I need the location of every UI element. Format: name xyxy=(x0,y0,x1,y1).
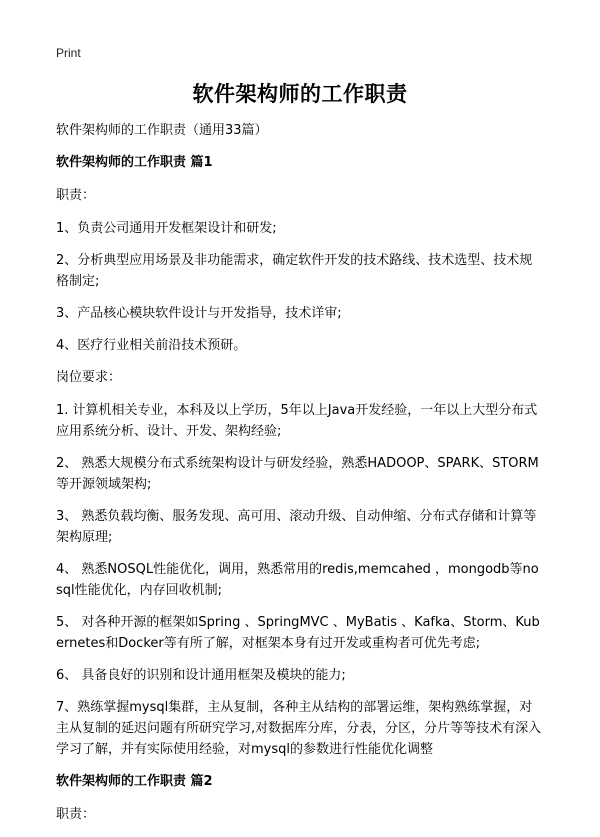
duty-item: 4、医疗行业相关前沿技术预研。 xyxy=(56,338,247,353)
page-title: 软件架构师的工作职责 xyxy=(192,82,408,106)
requirement-item: 6、 具备良好的识别和设计通用框架及模块的能力; xyxy=(56,668,346,683)
section-1-requirements-label: 岗位要求： xyxy=(56,370,122,385)
requirement-item: 1. 计算机相关专业，本科及以上学历，5年以上Java开发经验，一年以上大型分布式应用系统分析、设计、开发、架构经验; xyxy=(56,403,538,439)
requirement-item: 2、 熟悉大规模分布式系统架构设计与研发经验，熟悉HADOOP、SPARK、STORM等开源领域架构; xyxy=(56,456,539,492)
requirement-item: 3、 熟悉负载均衡、服务发现、高可用、滚动升级、自动伸缩、分布式存储和计算等架构原理; xyxy=(56,509,537,545)
intro-text: 软件架构师的工作职责（通用33篇） xyxy=(56,123,268,138)
duty-item: 1、负责公司通用开发框架设计和研发; xyxy=(56,221,277,236)
requirement-item: 4、 熟悉NOSQL性能优化，调用，熟悉常用的redis,memcahed ，mongodb等nosql性能优化，内存回收机制; xyxy=(56,562,539,598)
requirement-item: 7、熟练掌握mysql集群，主从复制，各种主从结构的部署运维，架构熟练掌握，对主从复制的延迟问题有所研究学习,对数据库分库，分表，分区，分片等等技术有深入学习了解，并有实际使用经验，对mysql的参数进行性能优化调整 xyxy=(56,700,542,757)
duty-item: 2、分析典型应用场景及非功能需求，确定软件开发的技术路线、技术选型、技术规格制定; xyxy=(56,253,533,289)
section-2-heading: 软件架构师的工作职责 篇2 xyxy=(56,774,213,789)
duty-item: 3、产品核心模块软件设计与开发指导，技术详审; xyxy=(56,306,342,321)
document-body xyxy=(56,120,544,837)
section-2-duties-label: 职责： xyxy=(56,807,96,822)
requirement-item: 5、 对各种开源的框架如Spring 、SpringMVC 、MyBatis 、Kafka、Storm、Kubernetes和Docker等有所了解，对框架本身有过开发或重构者可优先考虑; xyxy=(56,615,540,651)
section-1-heading: 软件架构师的工作职责 篇1 xyxy=(56,155,213,170)
print-label: Print xyxy=(56,46,81,60)
section-1-duties-label: 职责： xyxy=(56,188,96,203)
